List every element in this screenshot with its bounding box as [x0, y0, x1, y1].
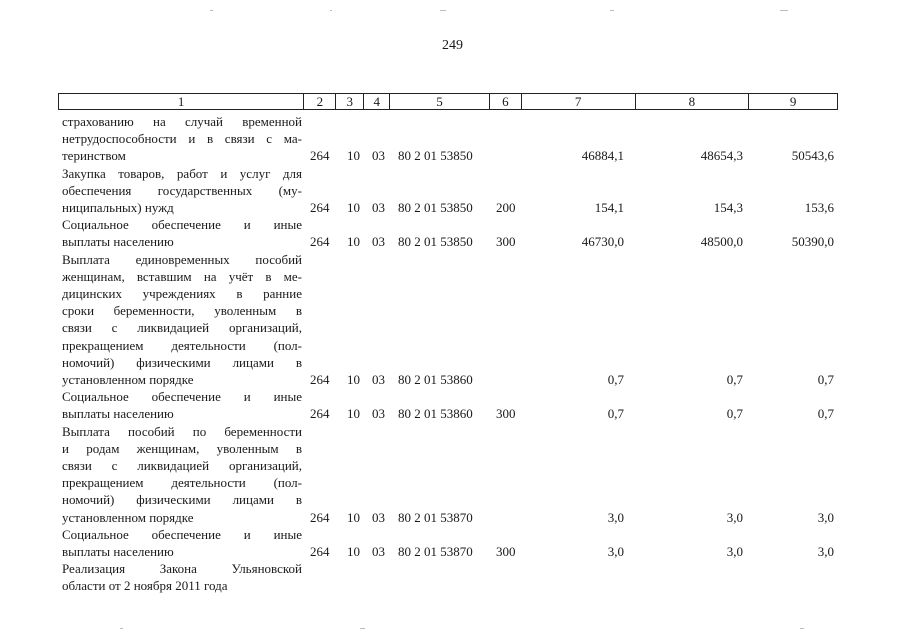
- col-csr: 80 2 01 53850: [398, 148, 473, 164]
- col-csr: 80 2 01 53860: [398, 406, 473, 422]
- col-value-2: 0,7: [726, 371, 743, 387]
- row-description: [62, 388, 302, 422]
- col-value-3: 3,0: [817, 509, 834, 525]
- col-csr: 80 2 01 53850: [398, 234, 473, 250]
- col-ministry: 264: [310, 371, 330, 387]
- col-value-1: 46884,1: [581, 148, 624, 164]
- description-line: ниципальных) нужд: [62, 200, 174, 215]
- description-line: теринством: [62, 148, 126, 164]
- description-line: Социальное обеспечение и иные: [62, 217, 302, 233]
- description-line: выплаты населению: [62, 544, 174, 559]
- col-csr: 80 2 01 53870: [398, 543, 473, 559]
- col-value-1: 0,7: [607, 371, 624, 387]
- header-col-9: 9: [789, 94, 797, 109]
- col-ministry: 264: [310, 148, 330, 164]
- page-number: 249: [442, 38, 463, 53]
- col-ministry: 264: [310, 199, 330, 215]
- col-value-3: 3,0: [817, 543, 834, 559]
- col-value-2: 48500,0: [700, 234, 743, 250]
- description-line: установленном порядке: [62, 509, 194, 525]
- row-description: [62, 251, 302, 389]
- description-line: прекращением деятельности (пол-: [62, 337, 302, 353]
- row-description: [62, 560, 302, 594]
- description-line: страхованию на случай временной: [62, 114, 302, 129]
- scan-speck: [120, 628, 123, 629]
- col-value-2: 154,3: [713, 199, 743, 215]
- description-line: установленном порядке: [62, 372, 194, 388]
- scan-speck: [610, 10, 614, 11]
- col-vr: 300: [496, 406, 516, 422]
- col-section: 10: [347, 199, 360, 215]
- description-line: Выплата пособий по беременности: [62, 423, 302, 439]
- col-value-3: 0,7: [817, 406, 834, 422]
- row-description: [62, 165, 302, 217]
- header-col-1: 1: [59, 94, 304, 109]
- col-section: 10: [347, 371, 360, 387]
- row-description: [62, 526, 302, 560]
- col-csr: 80 2 01 53870: [398, 509, 473, 525]
- col-section: 10: [347, 234, 360, 250]
- header-col-6: 6: [490, 94, 522, 109]
- table-row: [62, 216, 842, 250]
- description-line: связи с ликвидацией организаций,: [62, 320, 302, 336]
- table-row: [62, 165, 842, 217]
- table-row: [62, 388, 842, 422]
- col-ministry: 264: [310, 543, 330, 559]
- description-line: связи с ликвидацией организаций,: [62, 458, 302, 473]
- description-line: номочий) физическими лицами в: [62, 492, 302, 508]
- col-subsection: 03: [372, 509, 385, 525]
- header-col-3: 3: [336, 94, 364, 109]
- table-row: [62, 251, 842, 389]
- col-subsection: 03: [372, 543, 385, 559]
- col-value-3: 0,7: [817, 371, 834, 387]
- table-row: [62, 560, 842, 594]
- row-description: [62, 216, 302, 250]
- description-line: сроки беременности, уволенным в: [62, 303, 302, 319]
- scan-speck: [780, 10, 788, 11]
- col-csr: 80 2 01 53860: [398, 371, 473, 387]
- description-line: Закупка товаров, работ и услуг для: [62, 165, 302, 181]
- header-col-7: 7: [522, 94, 636, 109]
- header-col-5: 5: [390, 94, 490, 109]
- description-line: Социальное обеспечение и иные: [62, 526, 302, 542]
- scan-speck: [210, 10, 213, 11]
- description-line: Реализация Закона Ульяновской: [62, 561, 302, 577]
- row-description: [62, 423, 302, 526]
- description-line: Выплата единовременных пособий: [62, 251, 302, 267]
- col-value-3: 50390,0: [791, 234, 834, 250]
- table-header: [58, 93, 838, 110]
- col-value-1: 0,7: [607, 406, 624, 422]
- col-section: 10: [347, 406, 360, 422]
- col-subsection: 03: [372, 199, 385, 215]
- col-value-1: 154,1: [594, 199, 624, 215]
- col-section: 10: [347, 509, 360, 525]
- description-line: и родам женщинам, уволенным в: [62, 440, 302, 456]
- col-value-2: 3,0: [726, 543, 743, 559]
- header-col-2: 2: [304, 94, 336, 109]
- col-value-1: 3,0: [607, 543, 624, 559]
- col-ministry: 264: [310, 509, 330, 525]
- description-line: нетрудоспособности и в связи с ма-: [62, 131, 302, 147]
- header-col-4: 4: [364, 94, 390, 109]
- col-value-2: 48654,3: [700, 148, 743, 164]
- col-subsection: 03: [372, 371, 385, 387]
- col-subsection: 03: [372, 148, 385, 164]
- col-section: 10: [347, 148, 360, 164]
- col-ministry: 264: [310, 234, 330, 250]
- col-value-2: 0,7: [726, 406, 743, 422]
- description-line: выплаты населению: [62, 406, 174, 422]
- scan-speck: [800, 628, 804, 629]
- table-row: [62, 113, 842, 165]
- col-ministry: 264: [310, 406, 330, 422]
- row-description: [62, 113, 302, 165]
- header-col-8: 8: [636, 94, 750, 109]
- col-vr: 300: [496, 234, 516, 250]
- table-row: [62, 526, 842, 560]
- col-value-3: 50543,6: [791, 148, 834, 164]
- scan-speck: [440, 10, 446, 11]
- description-line: женщинам, вставшим на учёт в ме-: [62, 268, 302, 284]
- description-line: дицинских учреждениях в ранние: [62, 286, 302, 301]
- scan-speck: [360, 628, 365, 629]
- col-subsection: 03: [372, 234, 385, 250]
- col-value-1: 3,0: [607, 509, 624, 525]
- description-line: обеспечения государственных (му-: [62, 182, 302, 198]
- description-line: выплаты населению: [62, 234, 174, 250]
- col-csr: 80 2 01 53850: [398, 199, 473, 215]
- scan-speck: [330, 10, 332, 11]
- col-subsection: 03: [372, 406, 385, 422]
- col-value-3: 153,6: [804, 199, 834, 215]
- description-line: области от 2 ноября 2011 года: [62, 578, 228, 594]
- col-vr: 300: [496, 543, 516, 559]
- col-vr: 200: [496, 199, 516, 215]
- description-line: номочий) физическими лицами в: [62, 354, 302, 370]
- description-line: прекращением деятельности (пол-: [62, 475, 302, 491]
- description-line: Социальное обеспечение и иные: [62, 389, 302, 405]
- col-value-2: 3,0: [726, 509, 743, 525]
- col-section: 10: [347, 543, 360, 559]
- col-value-1: 46730,0: [581, 234, 624, 250]
- table-row: [62, 423, 842, 526]
